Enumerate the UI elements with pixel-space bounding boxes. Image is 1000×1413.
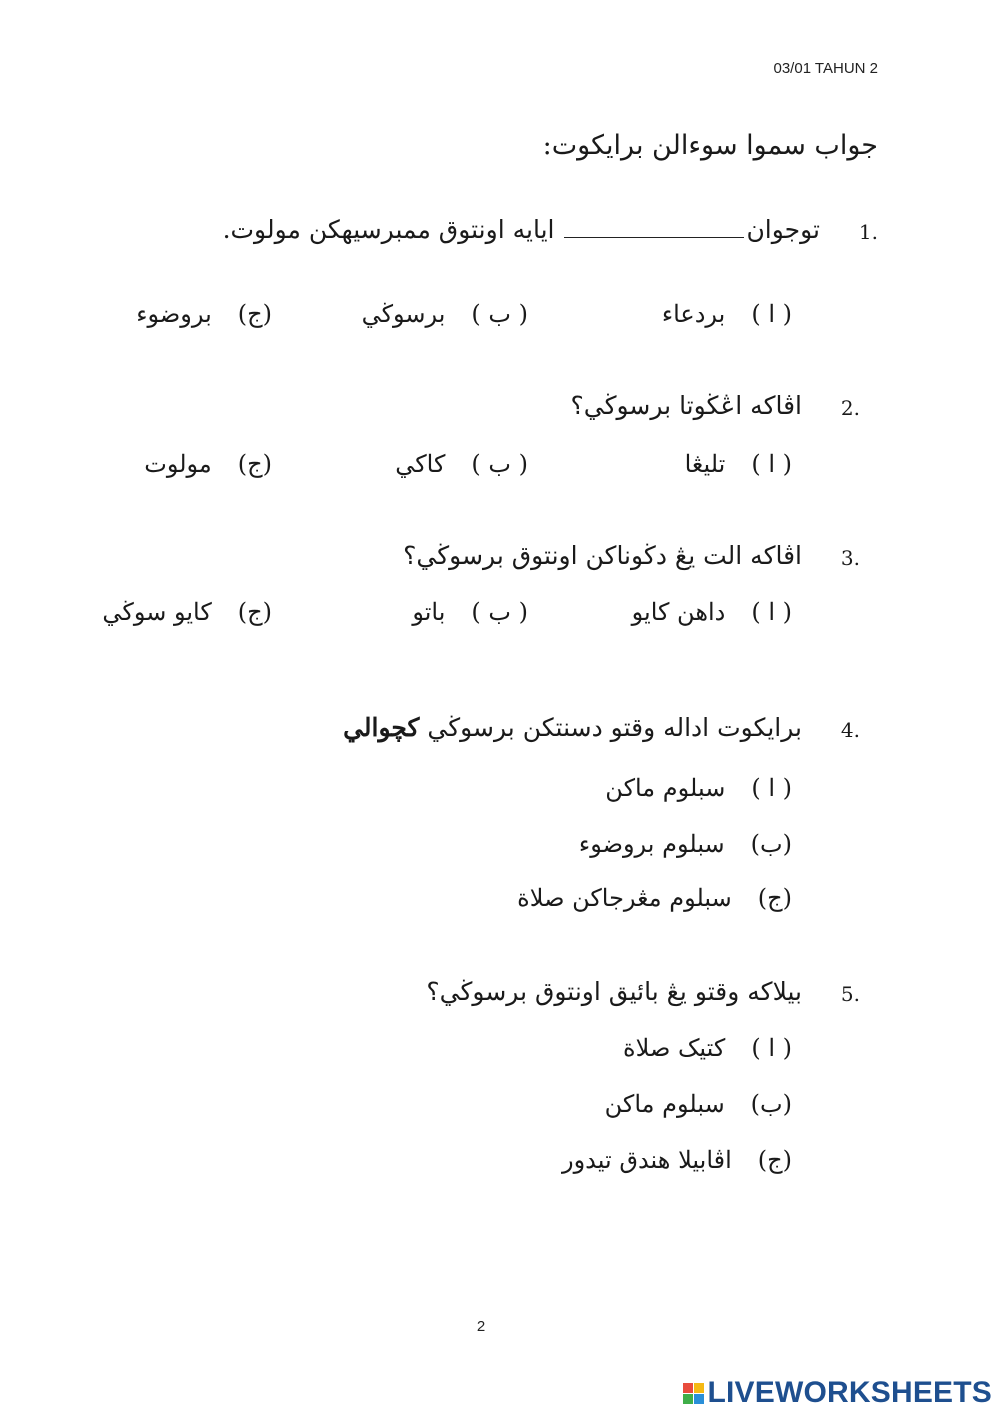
option-mark: ( ب ) <box>471 300 528 328</box>
option-text: تليڠا <box>684 450 726 478</box>
logo-blocks-icon <box>683 1383 704 1404</box>
question-4-stem: برايكوت اداله وقتو دسنتكن برسوڬي <box>427 713 802 742</box>
logo-block <box>694 1394 704 1404</box>
question-1-option-a[interactable] <box>662 296 792 332</box>
option-text: بروضوء <box>136 300 212 328</box>
question-3-option-b[interactable] <box>412 594 528 630</box>
option-text: كاكي <box>395 450 446 478</box>
question-1-number: 1. <box>858 220 878 244</box>
question-1-text-before: توجوان <box>746 215 820 244</box>
option-text: كتيک صلاة <box>623 1034 726 1062</box>
option-text: سبلوم ماكن <box>604 1090 725 1118</box>
option-text: سبلوم بروضوء <box>578 830 725 858</box>
question-3-option-c[interactable] <box>102 594 272 630</box>
question-2-text: اڤاكه اڠڬوتا برسوڬي؟ <box>570 391 802 420</box>
question-2-option-c[interactable] <box>144 446 272 482</box>
option-text: سبلوم ماكن <box>605 774 726 802</box>
option-mark: ( ا ) <box>751 598 792 626</box>
option-mark: ( ب ) <box>471 450 528 478</box>
option-text: اڤابيلا هندق تيدور <box>562 1146 732 1174</box>
question-5-text: بيلاكه وقتو يڠ بائيق اونتوق برسوڬي؟ <box>426 977 802 1006</box>
option-text: كايو سوڬي <box>102 598 212 626</box>
question-3-number: 3. <box>840 546 860 570</box>
question-3-option-a[interactable] <box>632 594 792 630</box>
option-text: بردعاء <box>661 300 726 328</box>
option-text: باتو <box>412 598 446 626</box>
question-4-number: 4. <box>840 718 860 742</box>
option-text: برسوڬي <box>361 300 446 328</box>
option-mark: ( ا ) <box>751 450 792 478</box>
option-mark: ( ب ) <box>471 598 528 626</box>
question-4-option-c[interactable] <box>517 880 792 916</box>
option-mark: ( ا ) <box>751 774 792 802</box>
question-1-text-after: ايايه اونتوق ممبرسيهكن مولوت. <box>222 215 555 244</box>
question-1-blank <box>564 215 744 238</box>
option-mark: (ب) <box>750 830 792 858</box>
option-mark: (ج) <box>237 450 272 478</box>
option-mark: ( ا ) <box>751 1034 792 1062</box>
logo-block <box>683 1383 693 1393</box>
question-4-text <box>343 710 802 746</box>
logo-text: LIVEWORKSHEETS <box>707 1376 992 1409</box>
liveworksheets-logo[interactable] <box>683 1376 993 1410</box>
question-3-text: اڤاكه الت يڠ دڬوناكن اونتوق برسوڬي؟ <box>403 541 802 570</box>
question-2-number: 2. <box>840 396 860 420</box>
option-mark: (ج) <box>757 884 792 912</box>
option-mark: (ج) <box>757 1146 792 1174</box>
page-number: 2 <box>476 1318 486 1335</box>
question-4-option-a[interactable] <box>605 770 792 806</box>
question-5-option-a[interactable] <box>623 1030 792 1066</box>
option-mark: (ب) <box>750 1090 792 1118</box>
option-mark: ( ا ) <box>751 300 792 328</box>
question-1-option-b[interactable] <box>362 296 528 332</box>
question-4-emphasis: كچوالي <box>343 713 420 742</box>
option-text: مولوت <box>144 450 212 478</box>
question-1-option-c[interactable] <box>136 296 272 332</box>
option-mark: (ج) <box>237 300 272 328</box>
question-2-option-b[interactable] <box>395 446 528 482</box>
question-5-option-c[interactable] <box>562 1142 792 1178</box>
question-4-option-b[interactable] <box>579 826 792 862</box>
question-5-number: 5. <box>840 982 860 1006</box>
option-mark: (ج) <box>237 598 272 626</box>
document-code: 03/01 TAHUN 2 <box>773 60 878 77</box>
option-text: داهن كايو <box>631 598 726 626</box>
option-text: سبلوم مڠرجاكن صلاة <box>517 884 732 912</box>
instruction-heading: جواب سموا سوءالن برايكوت: <box>542 130 878 161</box>
question-5-option-b[interactable] <box>605 1086 792 1122</box>
logo-block <box>694 1383 704 1393</box>
question-1-text <box>223 212 820 248</box>
question-2-option-a[interactable] <box>685 446 792 482</box>
logo-block <box>683 1394 693 1404</box>
